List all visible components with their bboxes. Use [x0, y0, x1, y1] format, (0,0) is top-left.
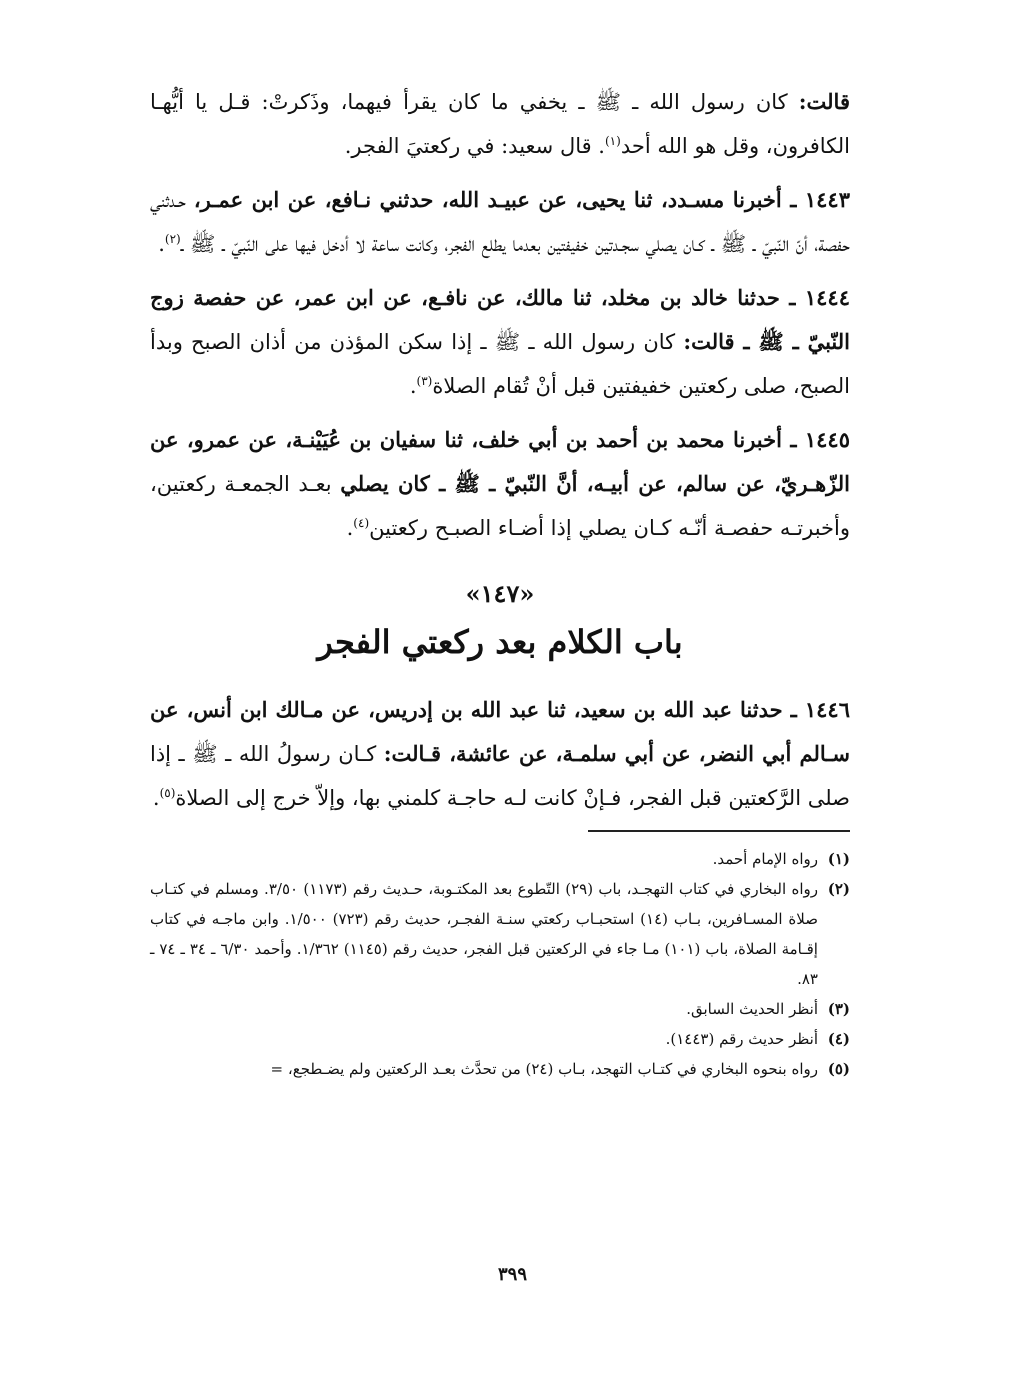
chapter-number: «١٤٧» [465, 579, 535, 608]
page-number: ٣٩٩ [497, 1264, 527, 1285]
paragraph-text: بعـد الجمعـة ركعتين، وأخبرتـه حفصـة أنّـه كـان يصلي إذا أضـاء الصبـح ركعتين [150, 472, 850, 540]
paragraph-text: حـدثني حفصة، أنّ النّبيّ ـ ﷺ ـ كـان يصلي سجـدتين خفيفتين بعدما يطلع الفجر، وكانت ساعة لا أدخل فيها على النّبيّ ـ ﷺ ـ [150, 188, 850, 256]
footnotes [150, 844, 850, 1084]
paragraph-text: كان رسول الله ـ ﷺ ـ إذا سكن المؤذن من أذان الصبح وبدأ الصبح، صلى ركعتين خفيفتين قبل أنْ تُقام الصلاة [150, 330, 850, 398]
footnote-text: رواه بنحوه البخاري في كتـاب التهجد، بـاب (٢٤) من تحدَّث بعـد الركعتين ولم يضـطجع، = [270, 1060, 818, 1078]
chapter-title: باب الكلام بعد ركعتي الفجر [317, 623, 683, 661]
footnote-text: أنظر الحديث السابق. [686, 1000, 818, 1018]
footnote-ref[interactable]: (٢) [164, 232, 181, 246]
footnote-5 [150, 1054, 850, 1084]
hadith-paragraph-1443 [150, 178, 850, 266]
footnote-text: رواه البخاري في كتاب التهجـد، باب (٢٩) التّطوع بعد المكتـوبة، حـديث رقم (١١٧٣) ٣/٥٠. ومسلم في كتـاب صلاة المسـافرين، بـاب (١٤) استحبـاب ركعتي سنـة الفجـر، حديث رقم (٧٢٣) ١/٥٠٠. وابن ماجـه في كتاب إقـامة الصلاة، باب (١٠١) مـا جاء في الركعتين قبل الفجر، حديث رقم (١١٤٥) ١/٣٦٢. وأحمد ٦/٣٠ ـ ٣٤ ـ ٧٤ ـ ٨٣. [150, 880, 819, 988]
footnote-text: أنظر حديث رقم (١٤٤٣). [665, 1030, 818, 1048]
footnote-divider [588, 830, 850, 832]
paragraph-lead: قالت: [798, 89, 850, 114]
paragraph-tail: . [346, 516, 354, 540]
footnote-ref[interactable]: (٥) [159, 786, 176, 800]
footnote-number: (٤) [827, 1030, 850, 1048]
hadith-paragraph-1445 [150, 418, 850, 550]
hadith-paragraph-1444 [150, 276, 850, 408]
footnote-4 [150, 1024, 850, 1054]
paragraph-lead: ١٤٤٥ ـ أخبرنا محمد بن أحمد بن أبي خلف، ثنا سفيان بن عُيَيْنـة، عن عمرو، عن الزّهـريّ، عن سالم، عن أبيـه، أنَّ النّبيّ ـ ﷺ ـ كان يصلي [150, 427, 851, 496]
paragraph-lead: ١٤٤٤ ـ حدثنا خالد بن مخلد، ثنا مالك، عن نافـع، عن ابن عمر، عن حفصة زوج النّبيّ ـ ﷺ ـ قالت: [150, 285, 850, 354]
paragraph-text: كان رسول الله ـ ﷺ ـ يخفي ما كان يقرأ فيهما، وذَكرتْ: قـل يا أيُّهـا الكافرون، وقل هو الله أحد [150, 90, 850, 158]
footnote-number: (٢) [827, 880, 851, 898]
hadith-paragraph-1446 [150, 688, 850, 820]
paragraph-lead: ١٤٤٣ ـ أخبرنا مسـدد، ثنا يحيى، عن عبيـد الله، حدثني نـافع، عن ابن عمـر، [193, 187, 850, 212]
paragraph-tail: . قال سعيد: في ركعتيَ الفجر. [344, 134, 605, 158]
footnote-number: (٥) [827, 1060, 850, 1078]
paragraph-tail: . [409, 374, 417, 398]
footnote-number: (٣) [827, 1000, 850, 1018]
footnote-text: رواه الإمام أحمد. [712, 850, 818, 868]
footnote-2 [150, 874, 850, 994]
footnote-ref[interactable]: (١) [604, 134, 621, 148]
footnote-number: (١) [827, 850, 850, 868]
document-page [150, 80, 850, 1084]
footnote-ref[interactable]: (٤) [353, 516, 370, 530]
paragraph-text: كـان رسولُ الله ـ ﷺ ـ إذا صلى الرَّكعتين قبل الفجر، فـإنْ كانت لـه حاجـة كلمني بها، وإلاّ خرج إلى الصلاة [150, 742, 850, 810]
footnote-ref[interactable]: (٣) [416, 374, 433, 388]
paragraph-lead: ١٤٤٦ ـ حدثنا عبد الله بن سعيد، ثنا عبد الله بن إدريس، عن مـالك ابن أنس، عن سـالم أبي النضر، عن أبي سلمـة، عن عائشة، قـالت: [150, 697, 850, 766]
footnote-1 [150, 844, 850, 874]
hadith-paragraph-continuation [150, 80, 850, 168]
footnote-3 [150, 994, 850, 1024]
paragraph-tail: . [158, 232, 165, 256]
paragraph-tail: . [152, 786, 160, 810]
